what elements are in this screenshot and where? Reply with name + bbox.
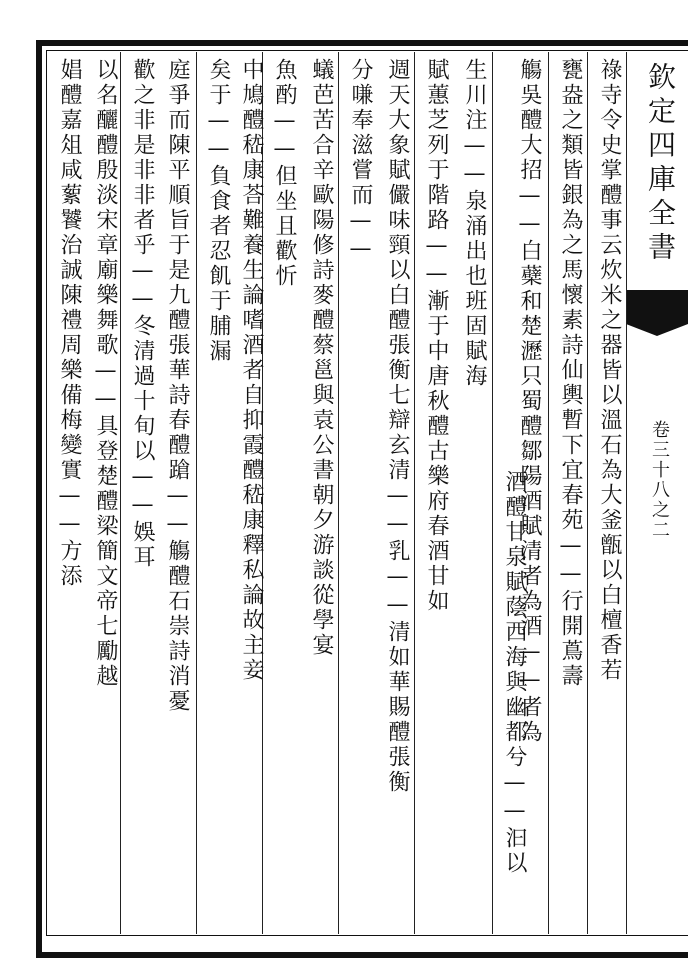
text-column: 魚酌——但坐且歡忻 <box>272 58 297 289</box>
text-column: 週天大象賦儼味頸以白醴張衡七辯玄清——乳——清如華賜醴張衡 <box>385 58 410 795</box>
column-rule <box>548 52 549 934</box>
text-column: 中鳩醴嵇康荅難養生論嗜酒者自抑霞醴嵇康釋私論故主妾 <box>239 58 264 683</box>
fish-tail-mark <box>626 290 688 324</box>
text-column: 分嗛奉滋嘗而—— <box>348 58 373 264</box>
text-column: 歡之非是非非者乎——冬清過十旬以——娛耳 <box>130 58 155 570</box>
text-column: 觴吳醴大招——白蘗和楚瀝只蜀醴鄒陽酒賦清者為酒——者為 <box>517 58 542 745</box>
text-column: 蟻芭苦合辛歐陽修詩麥醴蔡邕與袁公書朝夕游談從學宴 <box>309 58 334 658</box>
volume-label: 卷三十八之二 <box>649 420 670 540</box>
text-column: 甕盎之類皆銀為之馬懷素詩仙輿暫下宜春苑——行開蔦壽 <box>558 58 583 689</box>
book-title: 欽定四庫全書 <box>644 62 677 266</box>
text-column: 以名釃醴殷淡宋章廟樂舞歌——具登楚醴梁簡文帝七勵越 <box>93 58 118 689</box>
text-column: 酒醴甘泉賦蔭西海與幽都兮——汩以 <box>502 470 527 876</box>
text-column: 祿寺令史掌醴事云炊米之器皆以溫石為大釜甑以白檀香若 <box>597 58 622 683</box>
column-rule <box>196 52 197 934</box>
text-column: 賦蕙芝列于階路——漸于中唐秋醴古樂府春酒甘如 <box>424 58 449 614</box>
text-column: 矣于——負食者忍飢于脯漏 <box>206 58 231 364</box>
text-column: 庭爭而陳平順旨于是九醴張華詩春醴蹌——觴醴石崇詩消憂 <box>165 58 190 714</box>
text-column: 娼醴嘉俎咸蕠饕治誠陳禮周樂備梅變實——方添 <box>57 58 82 589</box>
text-column: 生川注——泉涌出也班固賦海 <box>462 58 487 389</box>
